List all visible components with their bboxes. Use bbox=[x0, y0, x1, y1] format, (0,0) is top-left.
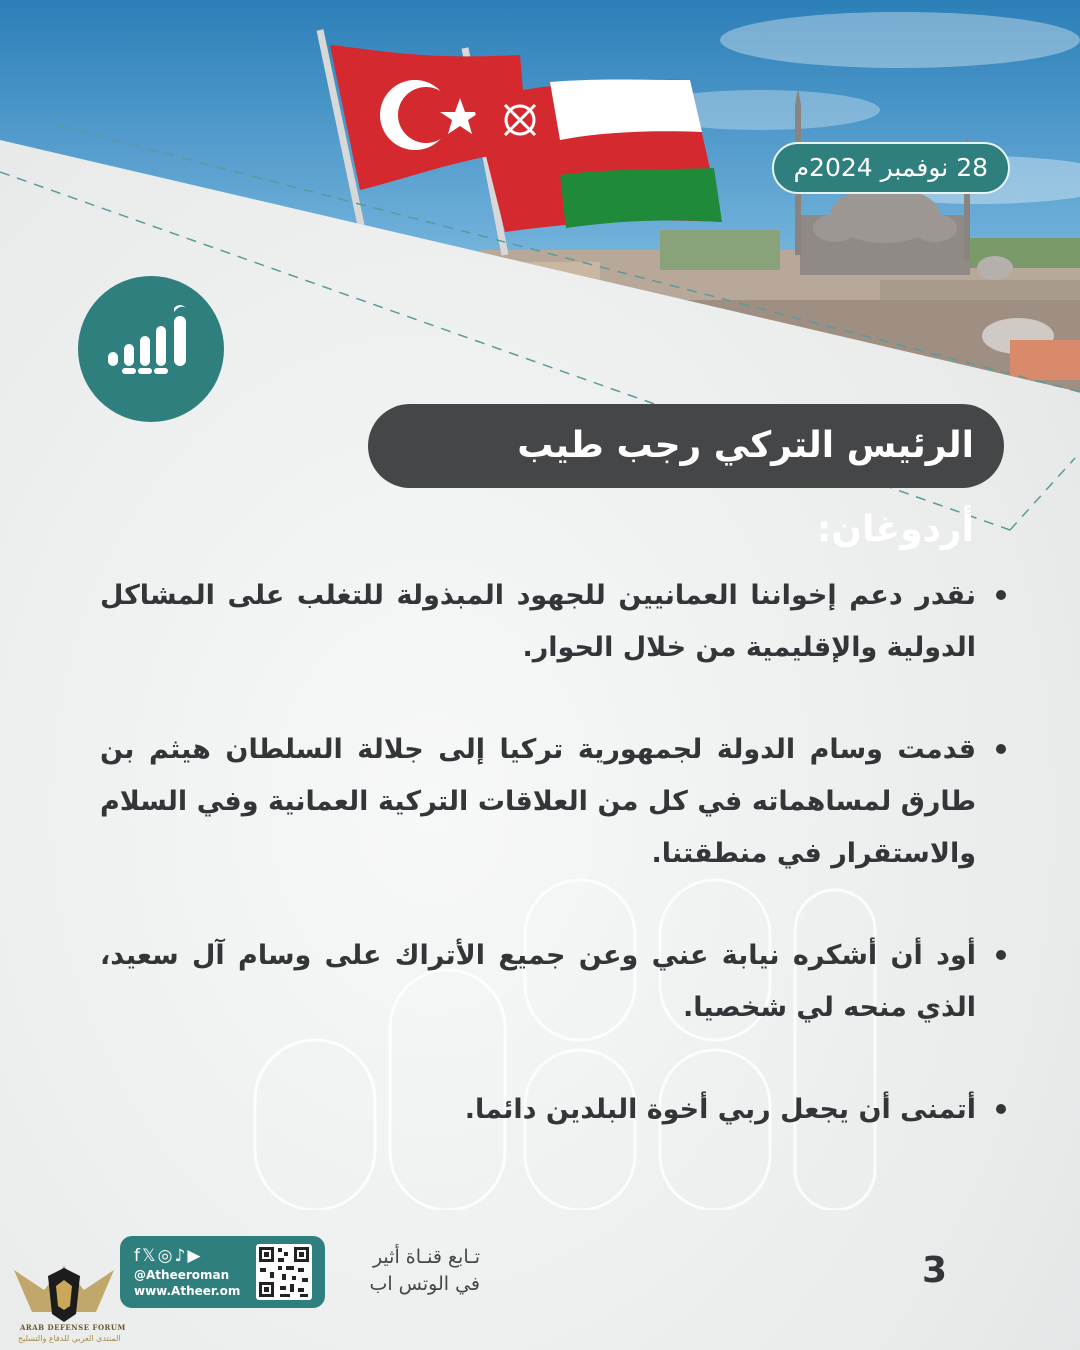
date-badge: 28 نوفمبر 2024م bbox=[772, 142, 1010, 194]
speaker-title: الرئيس التركي رجب طيب أردوغان: bbox=[368, 404, 1004, 488]
social-icons[interactable]: f𝕏◎♪▶ bbox=[134, 1246, 203, 1266]
qr-code-graphic bbox=[256, 1244, 312, 1300]
page-number: 3 bbox=[922, 1250, 948, 1291]
quote-item: أود أن أشكره نيابة عني وعن جميع الأتراك على وسام آل سعيد، الذي منحه لي شخصيا. bbox=[100, 930, 1002, 1034]
qr-code-icon[interactable] bbox=[256, 1244, 312, 1300]
atheer-logo-mark bbox=[78, 276, 224, 422]
quote-list bbox=[100, 570, 1002, 1186]
website-link[interactable]: www.Atheer.om bbox=[134, 1284, 241, 1298]
quote-item: أتمنى أن يجعل ربي أخوة البلدين دائما. bbox=[100, 1084, 1002, 1136]
social-card[interactable] bbox=[120, 1236, 325, 1308]
watermark-text: ARAB DEFENSE FORUM bbox=[20, 1323, 126, 1332]
social-handle[interactable]: @Atheeroman bbox=[134, 1268, 230, 1282]
atheer-logo bbox=[78, 276, 224, 422]
whatsapp-follow-text bbox=[340, 1244, 480, 1298]
watermark-arabic-text: المنتدى العربي للدفاع والتسليح bbox=[18, 1334, 121, 1343]
follow-line-2: في الوتس اب bbox=[369, 1273, 480, 1295]
follow-line-1: تـابع قنـاة أثير bbox=[372, 1246, 480, 1268]
quote-item: نقدر دعم إخواننا العمانيين للجهود المبذولة للتغلب على المشاكل الدولية والإقليمية من خلال الحوار. bbox=[100, 570, 1002, 674]
quote-item: قدمت وسام الدولة لجمهورية تركيا إلى جلالة السلطان هيثم بن طارق لمساهماته في كل من العلاقات التركية العمانية وفي السلام والاستقرار في منطقتنا. bbox=[100, 724, 1002, 880]
